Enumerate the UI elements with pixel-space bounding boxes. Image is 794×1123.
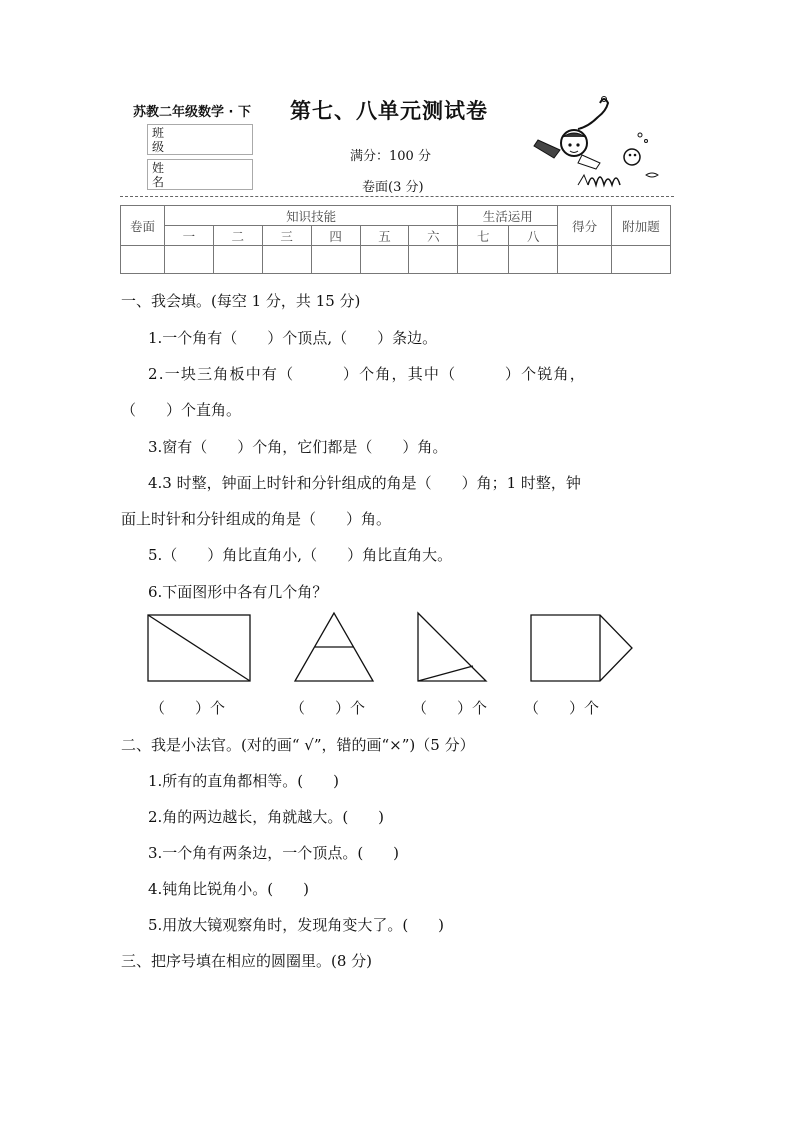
class-label: 班级 bbox=[152, 126, 165, 154]
question-1-5: 5.（ ）角比直角小,（ ）角比直角大。 bbox=[148, 546, 453, 564]
col-header-3: 三 bbox=[262, 226, 311, 246]
score-cell[interactable] bbox=[262, 246, 311, 274]
col-header-8: 八 bbox=[509, 226, 558, 246]
score-cell[interactable] bbox=[458, 246, 509, 274]
shape-answer-3[interactable]: （ ）个 bbox=[412, 699, 488, 717]
judge-item-4: 4.钝角比锐角小。( ) bbox=[148, 880, 310, 898]
subject-label: 苏教二年级数学 · 下 bbox=[133, 105, 251, 120]
name-label: 姓名 bbox=[152, 161, 165, 189]
score-table bbox=[120, 205, 671, 274]
judge-item-3: 3.一个角有两条边，一个顶点。( ) bbox=[148, 844, 400, 862]
shape-answer-1[interactable]: （ ）个 bbox=[150, 699, 226, 717]
rectangle-diagonal-shape bbox=[146, 613, 254, 685]
page-title: 第七、八单元测试卷 bbox=[290, 99, 488, 123]
score-cell[interactable] bbox=[558, 246, 612, 274]
score-cell[interactable] bbox=[311, 246, 360, 274]
judge-item-2: 2.角的两边越长，角就越大。( ) bbox=[148, 808, 385, 826]
right-triangle-split-shape bbox=[415, 611, 491, 685]
question-1-6: 6.下面图形中各有几个角？ bbox=[148, 583, 328, 601]
section2-heading: 二、我是小法官。(对的画“ √”，错的画“×”)（5 分） bbox=[121, 736, 475, 754]
score-cell[interactable] bbox=[164, 246, 213, 274]
triangle-trapezoid-shape bbox=[293, 611, 377, 685]
question-1-4-cont: 面上时针和分针组成的角是（ ）角。 bbox=[121, 510, 392, 528]
col-header-4: 四 bbox=[311, 226, 360, 246]
score-cell[interactable] bbox=[409, 246, 458, 274]
score-cell[interactable] bbox=[213, 246, 262, 274]
group-knowledge-header: 知识技能 bbox=[164, 206, 457, 226]
question-1-1: 1.一个角有（ ）个顶点,（ ）条边。 bbox=[148, 329, 438, 347]
question-1-3: 3.窗有（ ）个角，它们都是（ ）角。 bbox=[148, 438, 448, 456]
score-cell[interactable] bbox=[360, 246, 409, 274]
header-divider bbox=[120, 196, 674, 197]
col-header-5: 五 bbox=[360, 226, 409, 246]
col-score-header: 得分 bbox=[558, 206, 612, 246]
question-1-4: 4.3 时整，钟面上时针和分针组成的角是（ ）角；1 时整，钟 bbox=[148, 474, 581, 492]
question-1-2: 2.一块三角板中有（ ）个角，其中（ ）个锐角， bbox=[148, 365, 586, 383]
judge-item-1: 1.所有的直角都相等。( ) bbox=[148, 772, 340, 790]
col-paper-header: 卷面 bbox=[121, 206, 165, 246]
score-cell[interactable] bbox=[509, 246, 558, 274]
score-cell[interactable] bbox=[612, 246, 671, 274]
col-header-2: 二 bbox=[213, 226, 262, 246]
name-field[interactable] bbox=[147, 159, 253, 190]
paper-score: 卷面(3 分) bbox=[362, 180, 424, 195]
judge-item-5: 5.用放大镜观察角时，发现角变大了。( ) bbox=[148, 916, 445, 934]
col-header-1: 一 bbox=[164, 226, 213, 246]
col-bonus-header: 附加题 bbox=[612, 206, 671, 246]
shape-answer-4[interactable]: （ ）个 bbox=[524, 699, 600, 717]
section3-heading: 三、把序号填在相应的圆圈里。(8 分) bbox=[121, 952, 373, 970]
col-header-7: 七 bbox=[458, 226, 509, 246]
class-field[interactable] bbox=[147, 124, 253, 155]
col-header-6: 六 bbox=[409, 226, 458, 246]
question-1-2-cont: （ ）个直角。 bbox=[121, 401, 242, 419]
section1-heading: 一、我会填。(每空 1 分，共 15 分) bbox=[121, 292, 361, 310]
shape-answer-2[interactable]: （ ）个 bbox=[290, 699, 366, 717]
full-score: 满分：100 分 bbox=[350, 149, 431, 164]
diver-illustration bbox=[530, 95, 675, 190]
score-cell[interactable] bbox=[121, 246, 165, 274]
group-life-header: 生活运用 bbox=[458, 206, 558, 226]
pentagon-arrow-shape bbox=[528, 613, 636, 685]
